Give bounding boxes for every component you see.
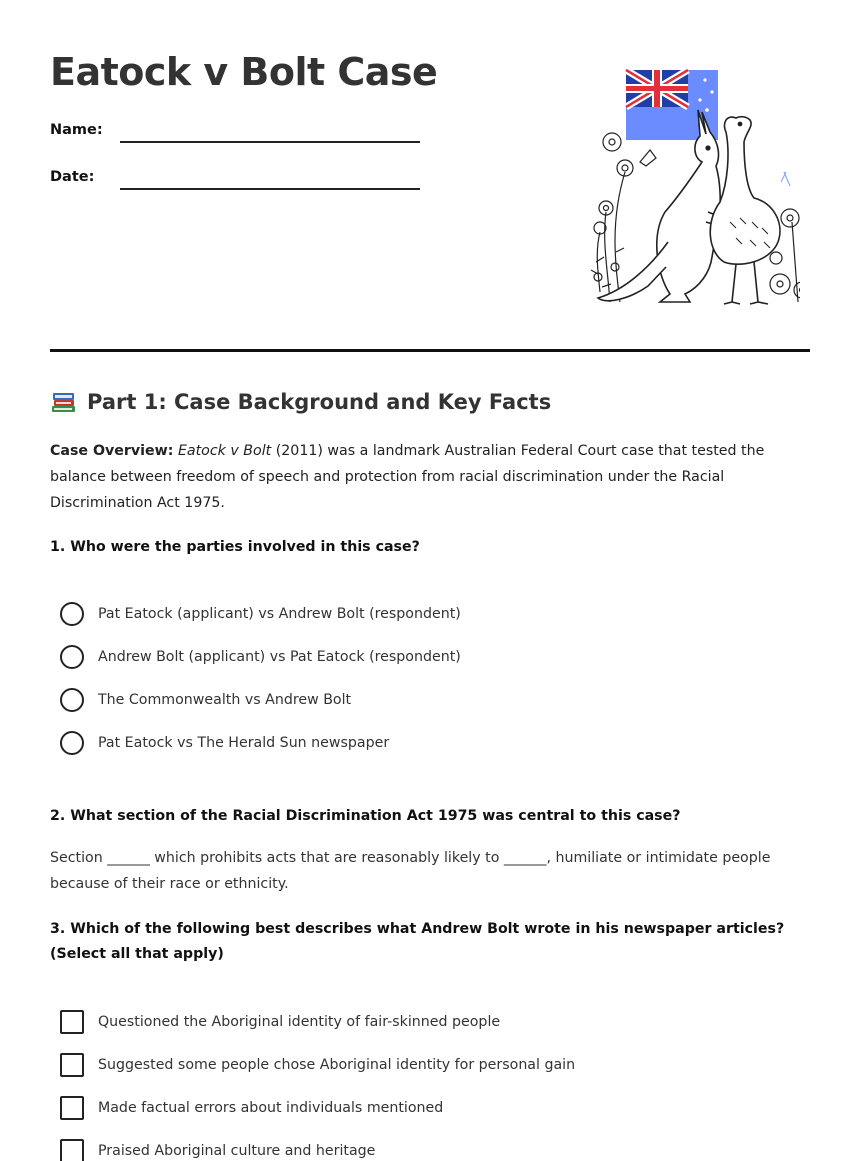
radio-button[interactable]	[60, 731, 84, 755]
q1-option-4[interactable]	[60, 731, 389, 755]
q3-option-1[interactable]	[60, 1010, 500, 1034]
date-field	[50, 169, 420, 185]
name-line[interactable]	[120, 141, 420, 143]
option-label: The Commonwealth vs Andrew Bolt	[98, 692, 352, 708]
name-field	[50, 122, 420, 138]
q1-option-2[interactable]	[60, 645, 461, 669]
option-label: Pat Eatock vs The Herald Sun newspaper	[98, 735, 390, 751]
radio-button[interactable]	[60, 645, 84, 669]
australia-illustration	[540, 62, 800, 312]
checkbox[interactable]	[60, 1096, 84, 1120]
name-label: Name:	[50, 122, 103, 138]
date-label: Date:	[50, 169, 95, 185]
question-1: 1. Who were the parties involved in this case?	[50, 539, 420, 555]
radio-button[interactable]	[60, 688, 84, 712]
header-divider	[50, 349, 810, 352]
q2-fill-in-blank[interactable]: Section ______ which prohibits acts that are reasonably likely to ______, humiliate or intimidate people because of their race or ethnicity.	[50, 850, 771, 892]
checkbox[interactable]	[60, 1053, 84, 1077]
overview-case-name: Eatock v Bolt	[177, 443, 272, 459]
question-3: 3. Which of the following best describes what Andrew Bolt wrote in his newspaper articles? (Select all that apply)	[50, 921, 785, 962]
date-line[interactable]	[120, 188, 420, 190]
q1-option-1[interactable]	[60, 602, 461, 626]
option-label: Questioned the Aboriginal identity of fair-skinned people	[98, 1014, 501, 1030]
q3-option-4[interactable]	[60, 1139, 375, 1161]
option-label: Made factual errors about individuals mentioned	[98, 1100, 444, 1116]
part1-title: Part 1: Case Background and Key Facts	[87, 390, 552, 414]
books-icon	[50, 389, 77, 415]
q1-option-3[interactable]	[60, 688, 351, 712]
q3-option-3[interactable]	[60, 1096, 443, 1120]
question-2: 2. What section of the Racial Discrimination Act 1975 was central to this case?	[50, 808, 681, 824]
emu-icon	[710, 117, 780, 304]
worksheet-header	[50, 0, 810, 350]
part1-heading	[50, 389, 551, 415]
overview-label: Case Overview:	[50, 443, 174, 459]
case-overview	[50, 438, 810, 516]
checkbox[interactable]	[60, 1010, 84, 1034]
q3-option-2[interactable]	[60, 1053, 575, 1077]
overview-text: (2011) was a landmark Australian Federal Court case that tested the balance between freedom of speech and protection from racial discrimination under the Racial Discrimination Act 1975.	[50, 443, 765, 511]
option-label: Praised Aboriginal culture and heritage	[98, 1143, 376, 1159]
worksheet-title: Eatock v Bolt Case	[50, 50, 438, 94]
radio-button[interactable]	[60, 602, 84, 626]
option-label: Suggested some people chose Aboriginal identity for personal gain	[98, 1057, 576, 1073]
checkbox[interactable]	[60, 1139, 84, 1161]
option-label: Andrew Bolt (applicant) vs Pat Eatock (respondent)	[98, 649, 461, 665]
option-label: Pat Eatock (applicant) vs Andrew Bolt (respondent)	[98, 606, 461, 622]
